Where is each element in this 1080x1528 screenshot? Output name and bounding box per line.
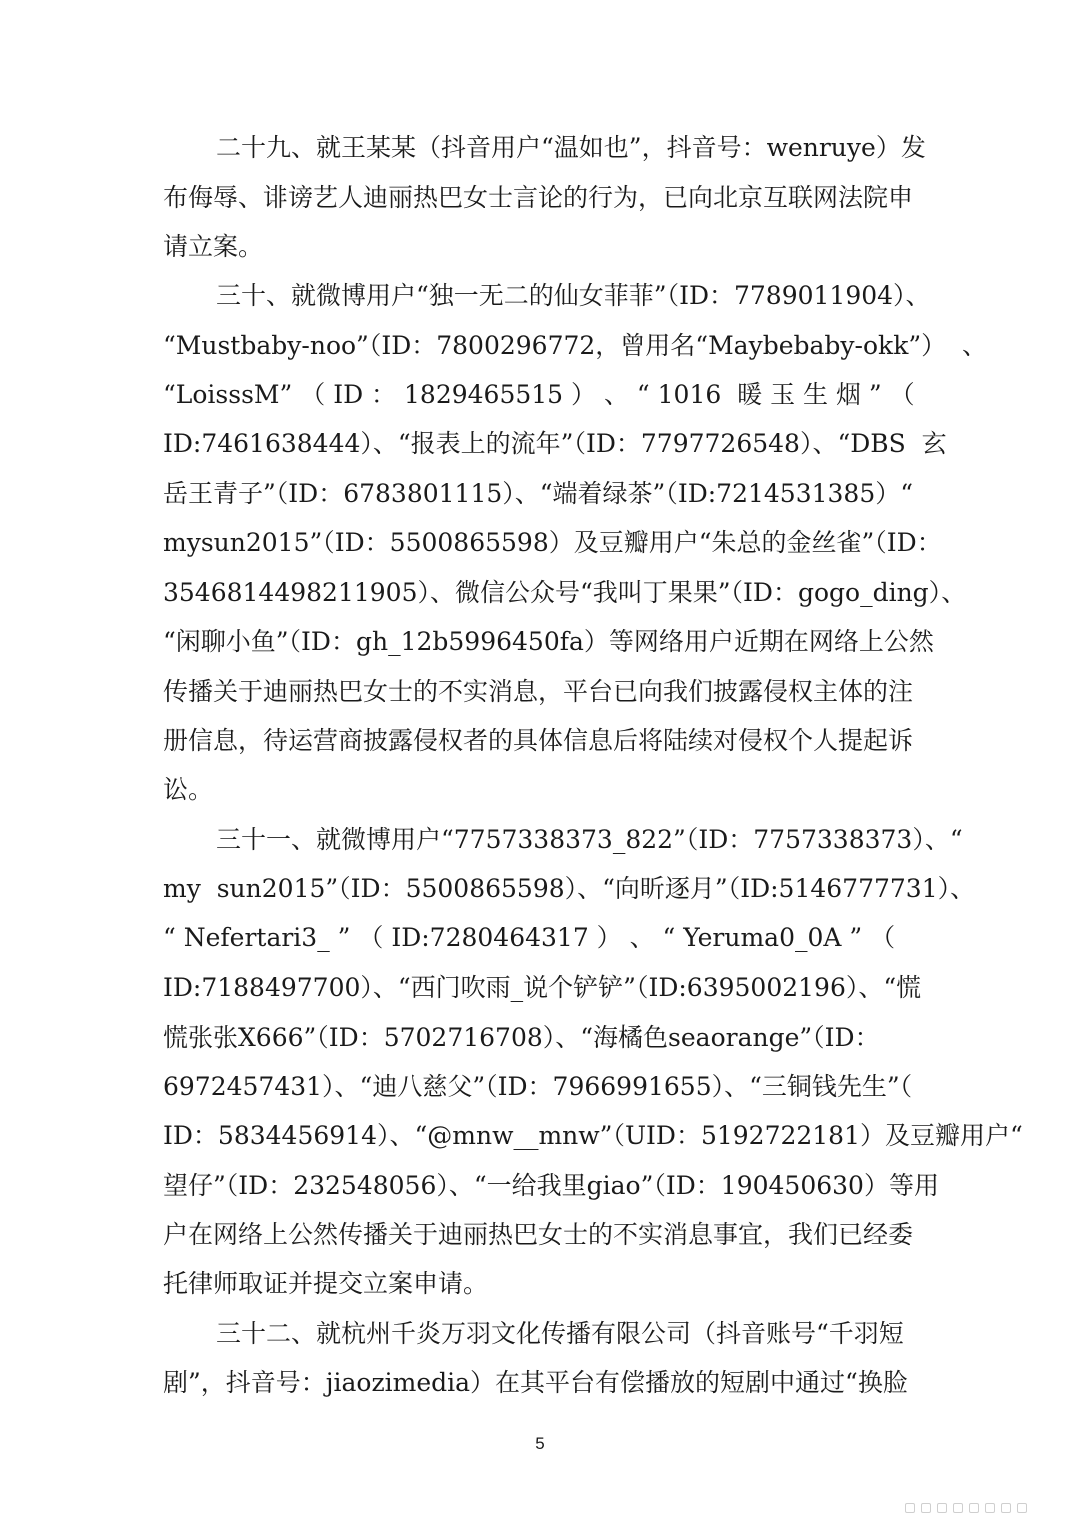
text-line: 三十、就微博用户“独一无二的仙女菲菲”（ID：7789011904）、 bbox=[216, 281, 931, 310]
text-line: ID:7461638444）、“报表上的流年”（ID：7797726548）、“DBS 玄 bbox=[163, 429, 947, 458]
text-line: my sun2015”（ID：5500865598）、“向昕逐月”（ID:5146777731）、 bbox=[163, 874, 976, 903]
text-line: 讼。 bbox=[163, 775, 214, 804]
text-line: ID：5834456914）、“@mnw__mnw”（UID：5192722181）及豆瓣用户“ bbox=[163, 1121, 1023, 1150]
text-line: 布侮辱、诽谤艺人迪丽热巴女士言论的行为，已向北京互联网法院申 bbox=[163, 183, 914, 212]
text-line: 册信息，待运营商披露侵权者的具体信息后将陆续对侵权个人提起诉 bbox=[163, 726, 914, 755]
text-line: “LoisssM” （ ID ： 1829465515 ） 、 “ 1016 暖 玉 生 烟 ” （ bbox=[163, 380, 915, 409]
text-line: 三十一、就微博用户“7757338373_822”（ID：7757338373）、“ bbox=[216, 825, 963, 854]
text-line: “闲聊小鱼”（ID：gh_12b5996450fa）等网络用户近期在网络上公然 bbox=[163, 627, 934, 656]
page-number: 5 bbox=[535, 1434, 545, 1453]
watermark bbox=[902, 1494, 1052, 1520]
text-line: ID:7188497700）、“西门吹雨_说个铲铲”（ID:6395002196）、“慌 bbox=[163, 973, 922, 1002]
text-line: 慌张张X666”（ID：5702716708）、“海橘色seaorange”（ID： bbox=[163, 1023, 880, 1052]
text-line: “Mustbaby-noo”（ID：7800296772，曾用名“Maybebaby-okk”） 、 bbox=[163, 331, 988, 360]
text-line: “ Nefertari3_ ” （ ID:7280464317 ） 、 “ Yeruma0_0A ” （ bbox=[163, 923, 896, 952]
text-line: 托律师取证并提交立案申请。 bbox=[163, 1269, 489, 1298]
text-line: 请立案。 bbox=[163, 232, 264, 261]
text-line: mysun2015”（ID：5500865598）及豆瓣用户“朱总的金丝雀”（ID： bbox=[163, 528, 942, 557]
text-line: 三十二、就杭州千炎万羽文化传播有限公司（抖音账号“千羽短 bbox=[216, 1319, 904, 1348]
text-line: 3546814498211905）、微信公众号“我叫丁果果”（ID：gogo_ding）、 bbox=[163, 578, 967, 607]
text-line: 剧”，抖音号：jiaozimedia）在其平台有偿播放的短剧中通过“换脸 bbox=[163, 1368, 908, 1397]
text-line: 传播关于迪丽热巴女士的不实消息，平台已向我们披露侵权主体的注 bbox=[163, 677, 914, 706]
text-line: 6972457431）、“迪八慈父”（ID：7966991655）、“三铜钱先生”（ bbox=[163, 1072, 913, 1101]
text-line: 岳王青子”（ID：6783801115）、“端着绿茶”（ID:7214531385）“ bbox=[163, 479, 914, 508]
text-line: 二十九、就王某某（抖音用户“温如也”，抖音号：wenruye）发 bbox=[216, 133, 926, 162]
text-line: 望仔”（ID：232548056）、“一给我里giao”（ID：190450630）等用 bbox=[163, 1171, 939, 1200]
text-line: 户在网络上公然传播关于迪丽热巴女士的不实消息事宜，我们已经委 bbox=[163, 1220, 914, 1249]
